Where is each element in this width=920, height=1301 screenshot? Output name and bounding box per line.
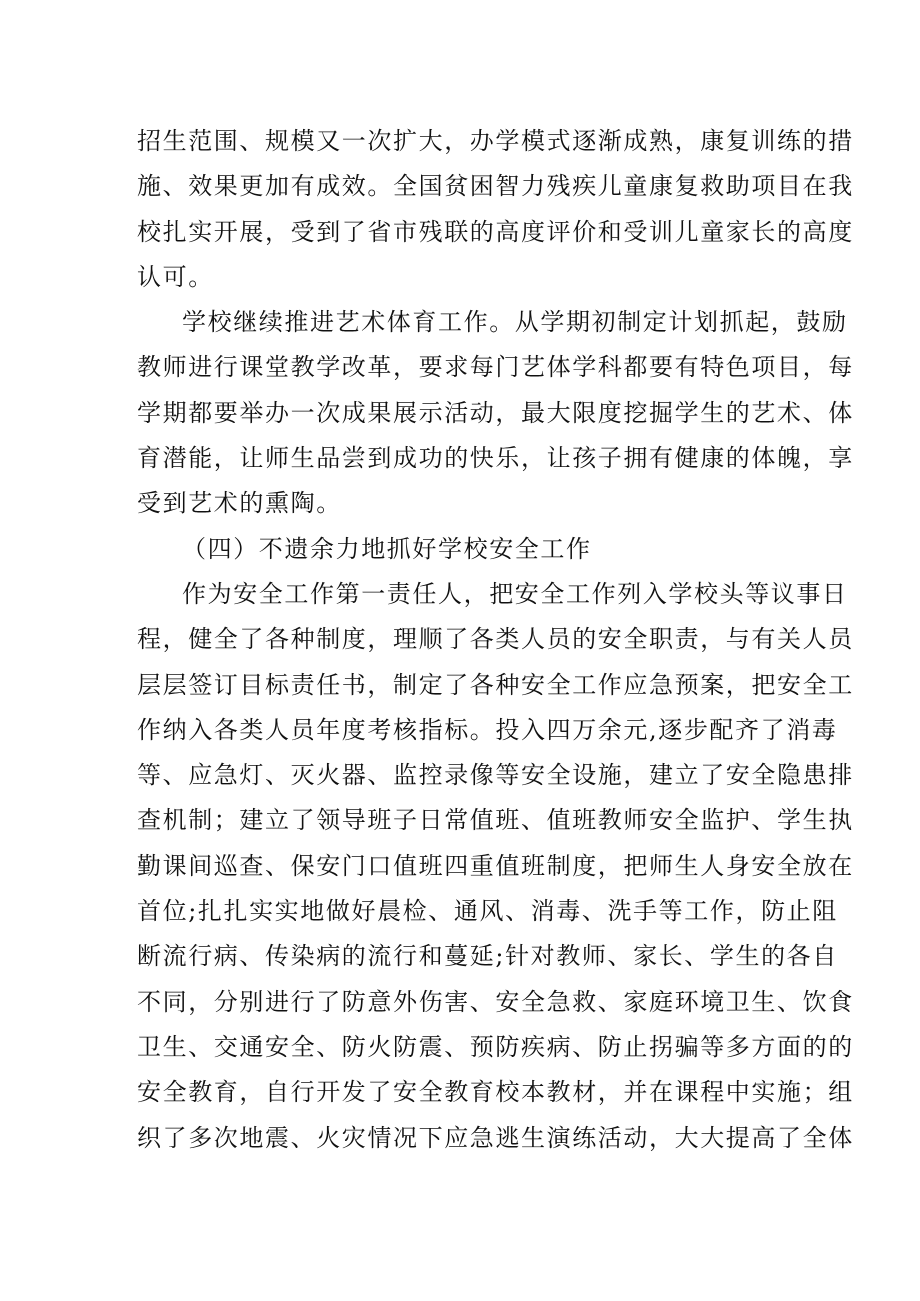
text-line: 认可。 [137, 262, 214, 291]
section-heading [137, 527, 784, 572]
text-line: 程，健全了各种制度，理顺了各类人员的安全职责，与有关人员 [137, 625, 854, 654]
section-heading-text: （四）不遗余力地抓好学校安全工作 [182, 534, 592, 563]
paragraph-arts-sports [137, 300, 854, 526]
text-line: 不同，分别进行了防意外伤害、安全急救、家庭环境卫生、饮食 [137, 987, 854, 1016]
text-line: 育潜能，让师生品尝到成功的快乐，让孩子拥有健康的体魄，享 [137, 444, 854, 473]
text-line: 层层签订目标责任书，制定了各种安全工作应急预案，把安全工 [137, 670, 854, 699]
text-line: 施、效果更加有成效。全国贫困智力残疾儿童康复救助项目在我 [137, 172, 854, 201]
paragraph-enrollment [137, 119, 854, 300]
text-line: 勤课间巡查、保安门口值班四重值班制度，把师生人身安全放在 [137, 851, 854, 880]
text-line: 受到艺术的熏陶。 [137, 489, 342, 518]
text-line: 校扎实开展，受到了省市残联的高度评价和受训儿童家长的高度 [137, 217, 854, 246]
text-line: 首位;扎扎实实地做好晨检、通风、消毒、洗手等工作，防止阻 [137, 897, 838, 926]
paragraph-safety [137, 572, 854, 1161]
text-line: 学校继续推进艺术体育工作。从学期初制定计划抓起，鼓励 [182, 308, 848, 337]
text-line: 作为安全工作第一责任人，把安全工作列入学校头等议事日 [182, 579, 848, 608]
text-line: 安全教育，自行开发了安全教育校本教材，并在课程中实施；组 [137, 1078, 854, 1107]
text-line: 织了多次地震、火灾情况下应急逃生演练活动，大大提高了全体 [137, 1123, 854, 1152]
text-line: 教师进行课堂教学改革，要求每门艺体学科都要有特色项目，每 [137, 353, 854, 382]
document-body [137, 119, 854, 1161]
text-line: 作纳入各类人员年度考核指标。投入四万余元,逐步配齐了消毒 [137, 715, 838, 744]
text-line: 查机制；建立了领导班子日常值班、值班教师安全监护、学生执 [137, 806, 854, 835]
text-line: 断流行病、传染病的流行和蔓延;针对教师、家长、学生的各自 [137, 942, 838, 971]
text-line: 卫生、交通安全、防火防震、预防疾病、防止拐骗等多方面的的 [137, 1032, 854, 1061]
text-line: 学期都要举办一次成果展示活动，最大限度挖掘学生的艺术、体 [137, 398, 854, 427]
text-line: 等、应急灯、灭火器、监控录像等安全设施，建立了安全隐患排 [137, 761, 854, 790]
text-line: 招生范围、规模又一次扩大，办学模式逐渐成熟，康复训练的措 [137, 127, 854, 155]
